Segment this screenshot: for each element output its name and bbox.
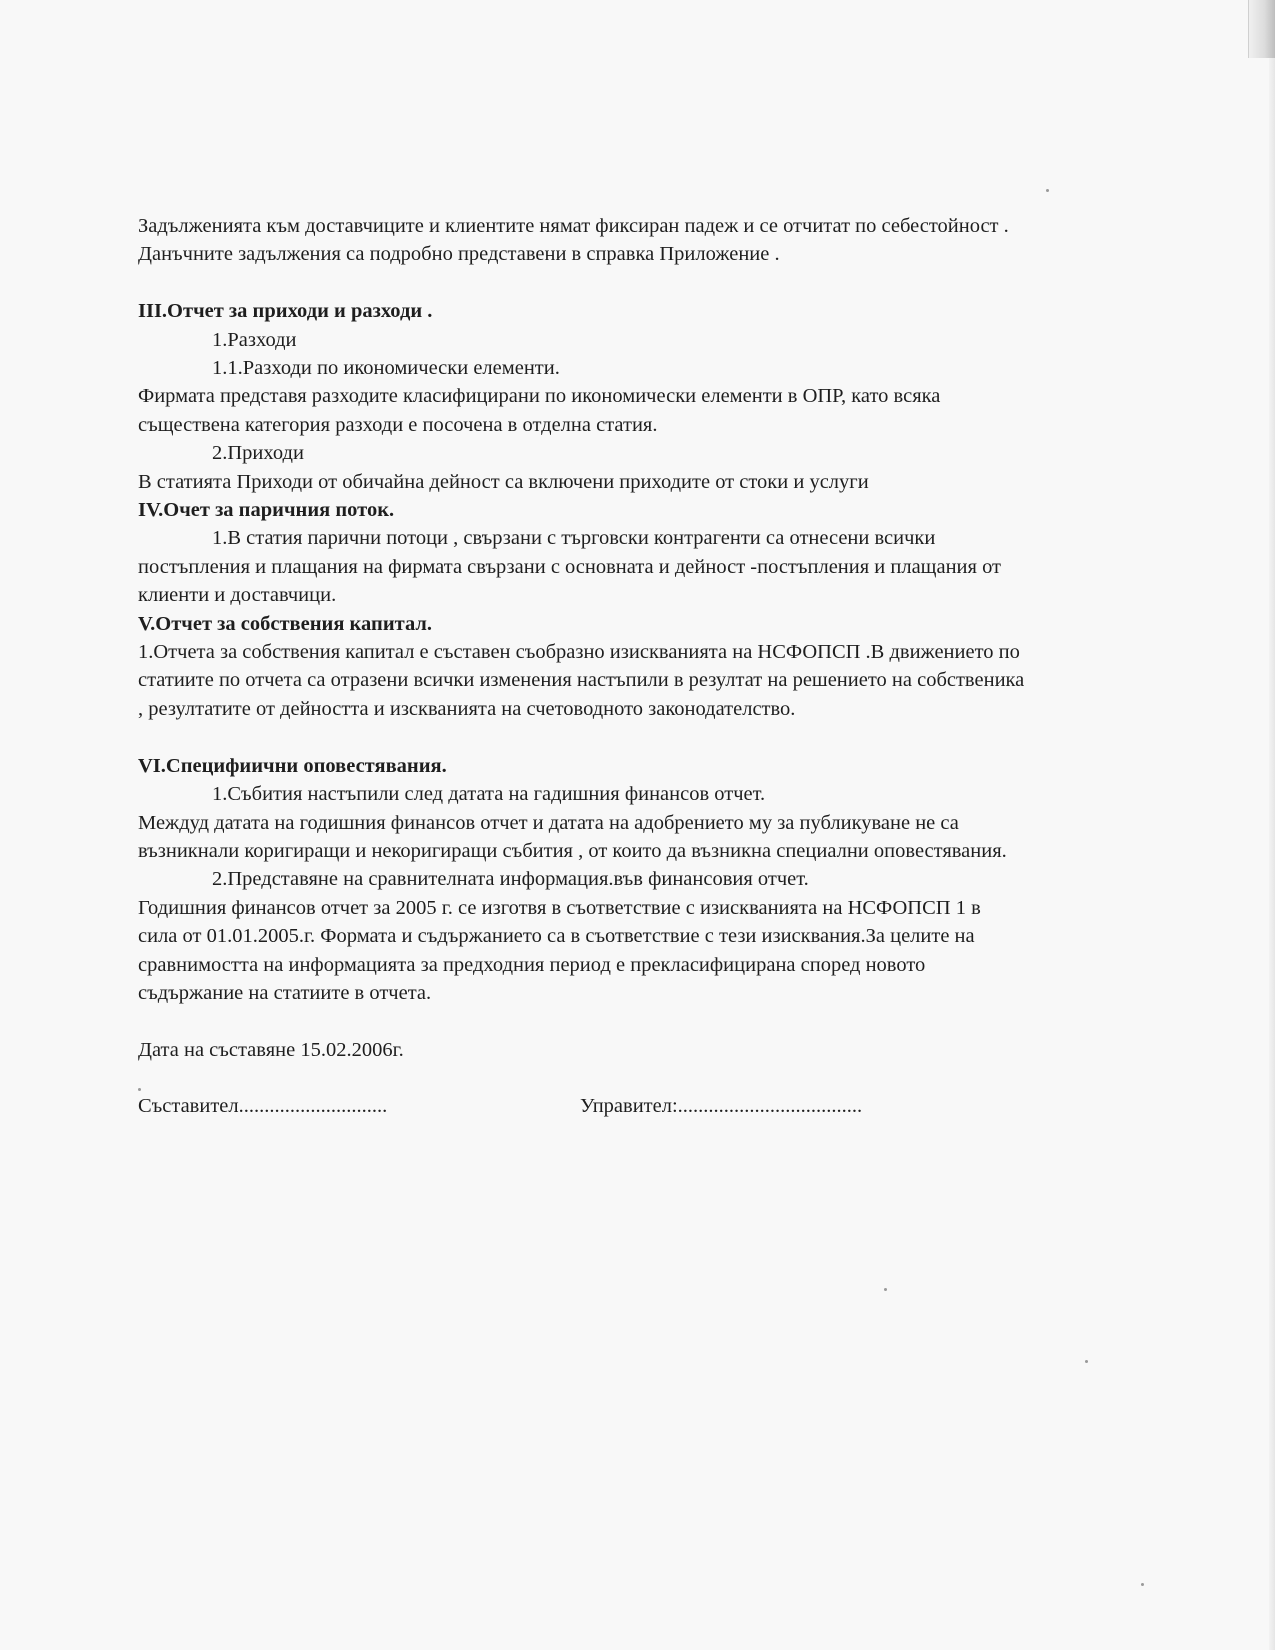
section-6-paragraph-2-line-3: сравнимостта на информацията за предходния период е прекласифицирана според новото xyxy=(138,953,926,976)
section-3-paragraph-1-line-1: Фирмата представя разходите класифицирани по икономически елементи в ОПР, като всяка xyxy=(138,385,941,408)
section-5-paragraph-line-3: , резултатите от дейността и изскванията на счетоводното законодателство. xyxy=(138,697,796,720)
intro-line-1: Задълженията към доставчиците и клиентите нямат фиксиран падеж и се отчитат по себестойност . xyxy=(138,215,1009,237)
page-edge-shadow xyxy=(1269,58,1275,1650)
section-3-heading: III.Отчет за приходи и разходи . xyxy=(138,300,433,323)
section-3-subheading-expense-elements: 1.1.Разходи по икономически елементи. xyxy=(212,357,560,380)
section-6-heading: VI.Специфиични оповестявания. xyxy=(138,754,447,777)
section-4-heading: IV.Очет за паричния поток. xyxy=(138,499,395,522)
document-body xyxy=(138,212,1208,1064)
section-6-subheading-comparative: 2.Представяне на сравнителната информация.във финансовия отчет. xyxy=(212,868,809,891)
section-3-paragraph-2: В статията Приходи от обичайна дейност са включени приходите от стоки и услуги xyxy=(138,470,869,493)
section-6-paragraph-1-line-2: възникнали коригиращи и некоригиращи събития , от които да възникна специални оповестявания. xyxy=(138,839,1007,862)
intro-line-2: Данъчните задължения са подробно представени в справка Приложение . xyxy=(138,243,780,266)
scan-speck xyxy=(1085,1360,1088,1363)
section-3-subheading-expenses: 1.Разходи xyxy=(212,328,297,351)
compilation-date: Дата на съставяне 15.02.2006г. xyxy=(138,1038,404,1061)
scan-speck xyxy=(884,1288,887,1291)
spacer xyxy=(138,1007,1208,1035)
scan-speck xyxy=(1046,189,1049,192)
section-4-paragraph-line-1: 1.В статия парични потоци , свързани с търговски контрагенти са отнесени всички xyxy=(212,527,936,550)
compiler-signature-line: Съставител............................. xyxy=(138,1095,388,1117)
section-4-paragraph-line-2: постъпления и плащания на фирмата свързани с основната и дейност -постъпления и плащания от xyxy=(138,555,1002,578)
scan-speck xyxy=(138,1088,141,1091)
section-5-paragraph-line-2: статиите по отчета са отразени всички изменения настъпили в резултат на решението на собственика xyxy=(138,669,1025,692)
scan-speck xyxy=(1141,1583,1144,1586)
section-5-paragraph-line-1: 1.Отчета за собствения капитал е съставен съобразно изискванията на НСФОПСП .В движението по xyxy=(138,641,1020,664)
spacer xyxy=(138,723,1208,751)
section-6-paragraph-2-line-2: сила от 01.01.2005.г. Формата и съдържанието са в съответствие с тези изисквания.За целите на xyxy=(138,925,975,948)
section-3-paragraph-1-line-2: съществена категория разходи е посочена в отделна статия. xyxy=(138,413,658,436)
section-6-paragraph-2-line-4: съдържание на статиите в отчета. xyxy=(138,981,432,1004)
section-4-paragraph-line-3: клиенти и доставчици. xyxy=(138,584,337,607)
section-6-paragraph-1-line-1: Междуд датата на годишния финансов отчет и датата на адобрението му за публикуване не са xyxy=(138,811,959,834)
section-6-subheading-events: 1.Събития настъпили след датата на гадишния финансов отчет. xyxy=(212,783,766,806)
section-3-subheading-income: 2.Приходи xyxy=(212,442,304,465)
section-6-paragraph-2-line-1: Годишния финансов отчет за 2005 г. се изготвя в съответствие с изискванията на НСФОПСП 1 в xyxy=(138,896,981,919)
page-corner-shadow xyxy=(1248,0,1275,58)
spacer xyxy=(138,269,1208,297)
section-5-heading: V.Отчет за собствения капитал. xyxy=(138,612,433,635)
manager-signature-line: Управител:.................................... xyxy=(580,1095,863,1117)
